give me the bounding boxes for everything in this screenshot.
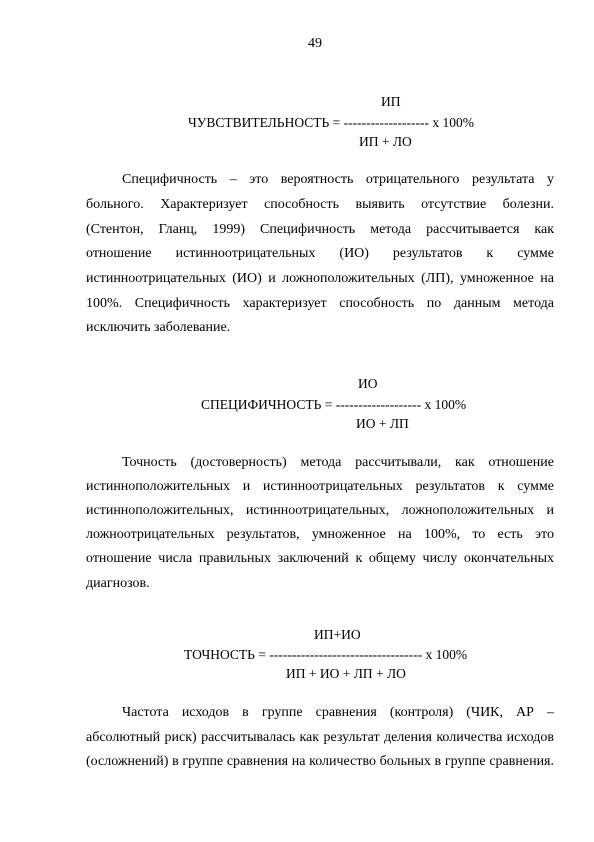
formula-sensitivity-expression: ЧУВСТВИТЕЛЬНОСТЬ = ------------------- х 100% xyxy=(188,115,475,130)
text-line: больного. Характеризует способность выявить отсутствие болезни. xyxy=(86,197,554,212)
text-line: Точность (достоверность) метода рассчитывали, как отношение xyxy=(122,455,554,470)
text-line: (Стентон, Гланц, 1999) Специфичность метода рассчитывается как xyxy=(86,222,554,237)
formula-accuracy-denominator: ИП + ИО + ЛП + ЛО xyxy=(286,666,406,681)
formula-specificity-expression: СПЕЦИФИЧНОСТЬ = ------------------- х 100% xyxy=(201,397,467,412)
text-line: истинноположительных, истинноотрицательных, ложноположительных и xyxy=(86,503,554,518)
text-line: истинноположительных и истинноотрицательных результатов к сумме xyxy=(86,479,554,494)
text-line: исключить заболевание. xyxy=(86,320,231,335)
page-number: 49 xyxy=(308,36,322,51)
text-line: отношение числа правильных заключений к общему числу окончательных xyxy=(86,551,554,566)
text-line: диагнозов. xyxy=(86,576,150,591)
text-line: абсолютный риск) рассчитывалась как результат деления количества исходов xyxy=(86,730,554,745)
text-line: ложноотрицательных результатов, умноженное на 100%, то есть это xyxy=(86,527,554,542)
formula-accuracy-expression: ТОЧНОСТЬ = ---------------------------------- х 100% xyxy=(184,647,468,662)
text-line: отношение истинноотрицательных (ИО) результатов к сумме xyxy=(86,246,554,261)
formula-specificity-numerator: ИО xyxy=(358,376,378,391)
formula-specificity-denominator: ИО + ЛП xyxy=(356,416,409,431)
formula-sensitivity-numerator: ИП xyxy=(381,94,401,109)
text-line: истинноотрицательных (ИО) и ложноположительных (ЛП), умноженное на xyxy=(86,271,554,286)
text-line: Специфичность – это вероятность отрицательного результата у xyxy=(122,172,554,187)
text-line: (осложнений) в группе сравнения на количество больных в группе сравнения. xyxy=(86,754,554,769)
text-line: 100%. Специфичность характеризует способность по данным метода xyxy=(86,296,554,311)
text-line: Частота исходов в группе сравнения (контроля) (ЧИК, АР – xyxy=(122,705,554,720)
formula-accuracy-numerator: ИП+ИО xyxy=(314,627,361,642)
formula-sensitivity-denominator: ИП + ЛО xyxy=(359,134,412,149)
